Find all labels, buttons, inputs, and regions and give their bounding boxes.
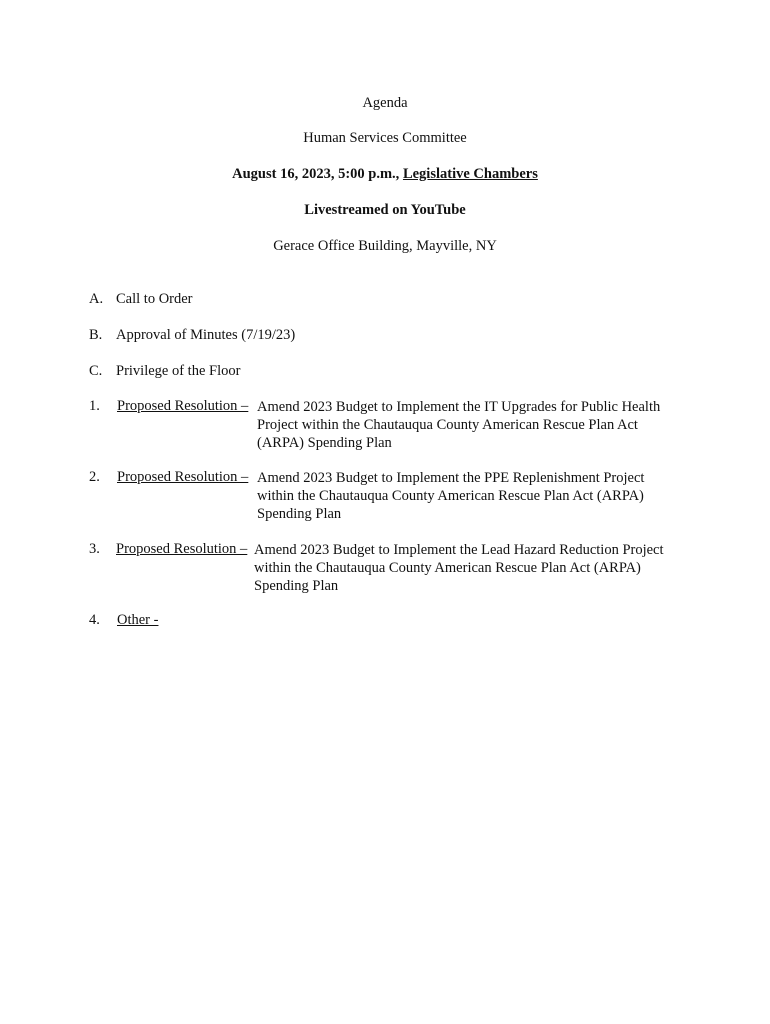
legislative-chambers-link[interactable]: Legislative Chambers [402, 166, 538, 182]
agenda-title: Agenda [362, 95, 408, 111]
description-line: Spending Plan [257, 506, 342, 522]
committee-name: Human Services Committee [303, 130, 467, 146]
item-text: Approval of Minutes (7/19/23) [116, 327, 296, 343]
other-label[interactable]: Other - [117, 612, 159, 628]
livestream-notice: Livestreamed on YouTube [304, 202, 466, 218]
description-line: within the Chautauqua County American Rescue Plan Act (ARPA) [257, 488, 644, 504]
resolution-label[interactable]: Proposed Resolution – [117, 469, 249, 485]
description-line: within the Chautauqua County American Rescue Plan Act (ARPA) [254, 560, 641, 576]
description-line: Amend 2023 Budget to Implement the Lead Hazard Reduction Project [254, 542, 664, 558]
item-text: Privilege of the Floor [116, 363, 241, 379]
description-line: Amend 2023 Budget to Implement the IT Upgrades for Public Health [257, 399, 661, 415]
item-marker: 2. [89, 469, 100, 485]
resolution-description [254, 541, 664, 595]
resolution-description [257, 469, 644, 523]
meeting-building: Gerace Office Building, Mayville, NY [273, 238, 497, 254]
item-text: Call to Order [116, 291, 193, 307]
resolution-label[interactable]: Proposed Resolution – [117, 398, 249, 414]
item-marker: C. [89, 363, 103, 379]
meeting-datetime-line [0, 166, 770, 183]
description-line: Amend 2023 Budget to Implement the PPE Replenishment Project [257, 470, 645, 486]
description-line: (ARPA) Spending Plan [257, 435, 392, 451]
item-marker: B. [89, 327, 103, 343]
resolution-description [257, 398, 660, 452]
meeting-datetime: August 16, 2023, 5:00 p.m., [232, 166, 400, 182]
description-line: Spending Plan [254, 578, 339, 594]
item-marker: 4. [89, 612, 100, 628]
description-line: Project within the Chautauqua County American Rescue Plan Act [257, 417, 638, 433]
item-marker: A. [89, 291, 104, 307]
item-marker: 1. [89, 398, 100, 414]
item-marker: 3. [89, 541, 100, 557]
resolution-label[interactable]: Proposed Resolution – [116, 541, 248, 557]
